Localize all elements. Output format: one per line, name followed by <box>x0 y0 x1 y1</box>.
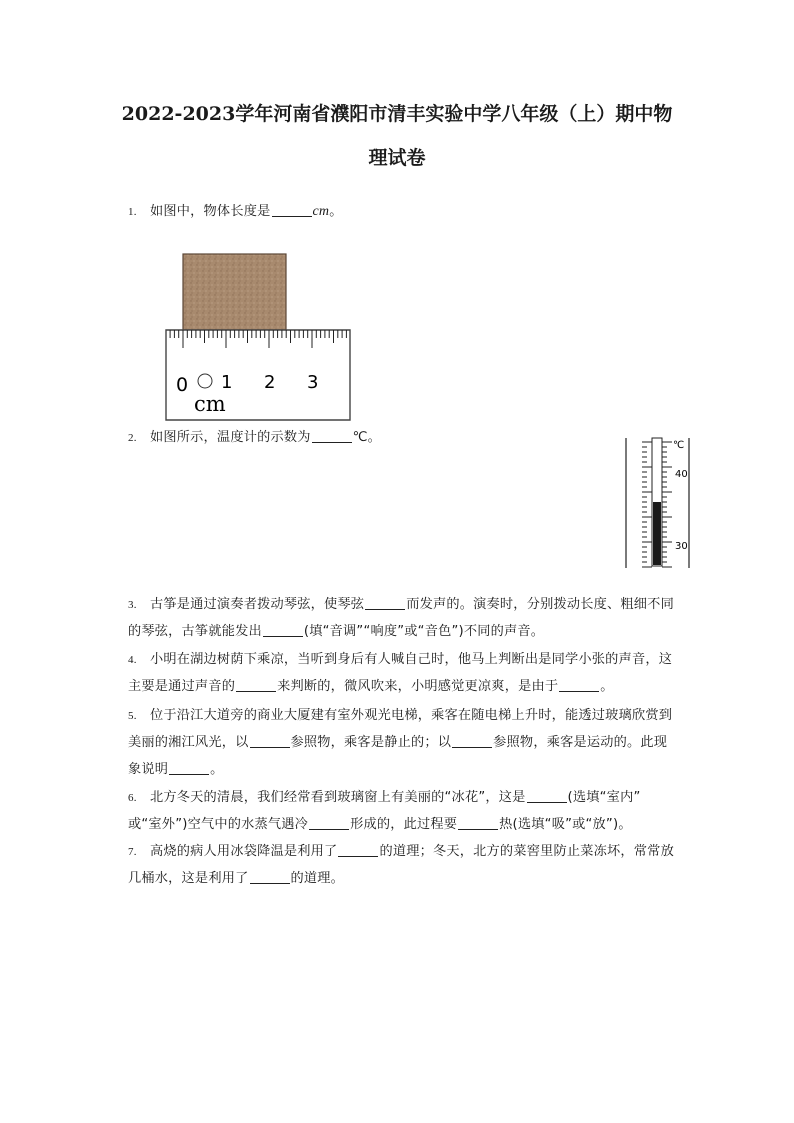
page-title <box>60 92 734 180</box>
thermometer-unit: ℃ <box>673 440 685 451</box>
question-text: 热(选填“吸”或“放”)。 <box>499 817 632 832</box>
question-text: 古筝是通过演奏者拨动琴弦，使琴弦 <box>150 597 365 612</box>
question-text: 北方冬天的清晨，我们经常看到玻璃窗上有美丽的“冰花”，这是 <box>150 790 526 805</box>
question-text: 的道理；冬天，北方的菜窖里防止菜冻坏，常常放 <box>379 844 674 859</box>
answer-blank[interactable] <box>312 428 352 443</box>
measured-block <box>183 254 286 330</box>
question-text: 高烧的病人用冰袋降温是利用了 <box>150 844 338 859</box>
title-line-1: 2022-2023学年河南省濮阳市清丰实验中学八年级（上）期中物 <box>121 103 673 125</box>
thermometer-figure <box>620 436 696 570</box>
title-line-2: 理试卷 <box>368 147 426 169</box>
question-number: 3. <box>128 599 137 611</box>
question-1 <box>128 199 696 226</box>
question-number: 7. <box>128 846 137 858</box>
question-text: (填“音调”“响度”或“音色”)不同的声音。 <box>303 624 545 639</box>
question-7-line-2 <box>128 866 696 893</box>
question-5 <box>128 703 696 730</box>
question-text: 或“室外”)空气中的水蒸气遇冷 <box>128 817 309 832</box>
question-3 <box>128 592 696 619</box>
question-text: 形成的，此过程要 <box>350 817 458 832</box>
question-text: 。 <box>329 204 343 219</box>
question-4-line-2 <box>128 674 696 701</box>
answer-blank[interactable] <box>559 677 599 692</box>
question-text: 主要是通过声音的 <box>128 679 236 694</box>
thermometer-label-30: 30 <box>675 541 688 552</box>
answer-blank[interactable] <box>236 677 276 692</box>
question-text: 象说明 <box>128 762 169 777</box>
answer-blank[interactable] <box>365 595 405 610</box>
question-text: 几桶水，这是利用了 <box>128 871 249 886</box>
question-6 <box>128 785 696 812</box>
ruler-figure <box>160 252 355 422</box>
question-number: 4. <box>128 654 137 666</box>
answer-blank[interactable] <box>272 202 312 217</box>
question-text: 如图所示，温度计的示数为 <box>150 430 311 445</box>
question-text: 来判断的，微风吹来，小明感觉更凉爽，是由于 <box>277 679 559 694</box>
question-5-line-3 <box>128 757 696 784</box>
ruler-label-0: 0 <box>176 374 189 396</box>
thermometer-liquid <box>653 502 661 565</box>
question-3-line-2 <box>128 619 696 646</box>
ruler-label-3: 3 <box>307 372 319 393</box>
question-text: ℃。 <box>352 430 382 445</box>
question-number: 1. <box>128 206 137 218</box>
question-text: 参照物，乘客是运动的。此现 <box>493 735 668 750</box>
question-number: 5. <box>128 710 137 722</box>
question-4 <box>128 647 696 674</box>
answer-blank[interactable] <box>527 788 567 803</box>
ruler-label-1: 1 <box>221 372 233 393</box>
answer-blank[interactable] <box>263 622 303 637</box>
question-text: 的道理。 <box>290 871 345 886</box>
question-number: 2. <box>128 432 137 444</box>
question-text: 位于沿江大道旁的商业大厦建有室外观光电梯，乘客在随电梯上升时，能透过玻璃欣赏到 <box>150 708 673 723</box>
question-6-line-2 <box>128 812 696 839</box>
question-text: 的琴弦，古筝就能发出 <box>128 624 262 639</box>
question-text: 而发声的。演奏时，分别拨动长度、粗细不同 <box>406 597 674 612</box>
question-2 <box>128 425 696 452</box>
question-number: 6. <box>128 792 137 804</box>
answer-blank[interactable] <box>309 815 349 830</box>
question-text: 。 <box>210 762 224 777</box>
ruler-label-2: 2 <box>264 372 276 393</box>
question-5-line-2 <box>128 730 696 757</box>
answer-blank[interactable] <box>250 869 290 884</box>
answer-blank[interactable] <box>250 733 290 748</box>
question-text: 如图中，物体长度是 <box>150 204 271 219</box>
ruler-unit: cm <box>194 392 226 416</box>
unit-label: cm <box>312 204 330 219</box>
answer-blank[interactable] <box>452 733 492 748</box>
ruler-hole <box>198 374 212 388</box>
answer-blank[interactable] <box>338 842 378 857</box>
question-text: (选填“室内” <box>567 790 641 805</box>
question-text: 。 <box>600 679 614 694</box>
answer-blank[interactable] <box>458 815 498 830</box>
answer-blank[interactable] <box>169 760 209 775</box>
question-7 <box>128 839 696 866</box>
question-text: 美丽的湘江风光，以 <box>128 735 249 750</box>
thermometer-label-40: 40 <box>675 469 688 480</box>
question-text: 参照物，乘客是静止的；以 <box>290 735 452 750</box>
question-text: 小明在湖边树荫下乘凉，当听到身后有人喊自己时，他马上判断出是同学小张的声音，这 <box>150 652 673 667</box>
